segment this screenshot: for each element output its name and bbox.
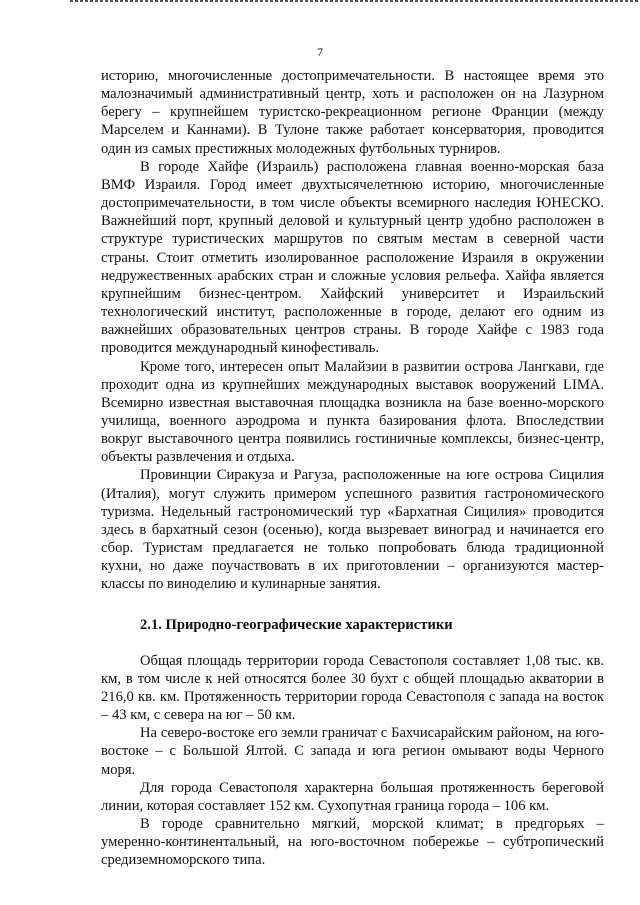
paragraph-toulon-continued: историю, многочисленные достопримечательности. В настоящее время это малозначимый административный центр, хоть и расположен он на Лазурном берегу – крупнейшем туристско-рекреационном регионе Франции (между Марселем и Каннами). В Тулоне также работает консерватория, проводится один из самых престижных молодежных футбольных турниров. [101, 68, 604, 157]
paragraph-haifa: В городе Хайфе (Израиль) расположена главная военно-морская база ВМФ Израиля. Город имеет двухтысячелетнюю историю, многочисленные достопримечательности, в том числе объекты всемирного наследия ЮНЕСКО. Важнейший порт, крупный деловой и культурный центр удобно расположен в структуре туристических маршрутов по святым местам в северной части страны. Стоит отметить изолированное расположение Израиля в окружении недружественных арабских стран и сложные условия рельефа. Хайфа является крупнейшим бизнес-центром. Хайфский университет и Израильский технологический институт, расположенные в городе, делают его одним из важнейших образовательных центров страны. В городе Хайфе с 1983 года проводится международный кинофестиваль. [101, 158, 604, 357]
paragraph-area: Общая площадь территории города Севастополя составляет 1,08 тыс. кв. км, в том числе к ней относятся более 30 бухт с общей площадью акватории в 216,0 кв. км. Протяженность территории города Севастополя с запада на восток – 43 км, с севера на юг – 50 км. [101, 652, 604, 724]
paragraph-coastline: Для города Севастополя характерна большая протяженность береговой линии, которая составляет 152 км. Сухопутная граница города – 106 км. [101, 779, 604, 814]
page-content [101, 67, 604, 870]
paragraph-borders: На северо-востоке его земли граничат с Бахчисарайским районом, на юго-востоке – с Большой Ялтой. С запада и юга регион омывают воды Черного моря. [101, 725, 604, 778]
paragraph-climate: В городе сравнительно мягкий, морской климат; в предгорьях – умеренно-континентальный, на юго-восточном побережье – субтропический средиземноморского типа. [101, 816, 604, 869]
paragraph-langkawi: Кроме того, интересен опыт Малайзии в развитии острова Лангкави, где проходит одна из крупнейших международных выставок вооружений LIMA. Всемирно известная выставочная площадка возникла на базе военно-морского училища, военного аэродрома и пункта базирования флота. Впоследствии вокруг выставочного центра появились гостиничные комплексы, бизнес-центр, объекты развлечения и отдыха. [101, 358, 604, 466]
paragraph-sicily: Провинции Сиракуза и Рагуза, расположенные на юге острова Сицилия (Италия), могут служить примером успешного развития гастрономического туризма. Недельный гастрономический тур «Бархатная Сицилия» проводится здесь в бархатный сезон (осенью), когда вызревает виноград и начинается его сбор. Туристам предлагается не только попробовать блюда традиционной кухни, но даже поучаствовать в их приготовлении – организуются мастер-классы по виноделию и кулинарные занятия. [101, 467, 604, 593]
page-number: 7 [317, 45, 323, 59]
scan-top-edge [70, 0, 640, 2]
section-heading: 2.1. Природно-географические характеристики [140, 616, 453, 633]
